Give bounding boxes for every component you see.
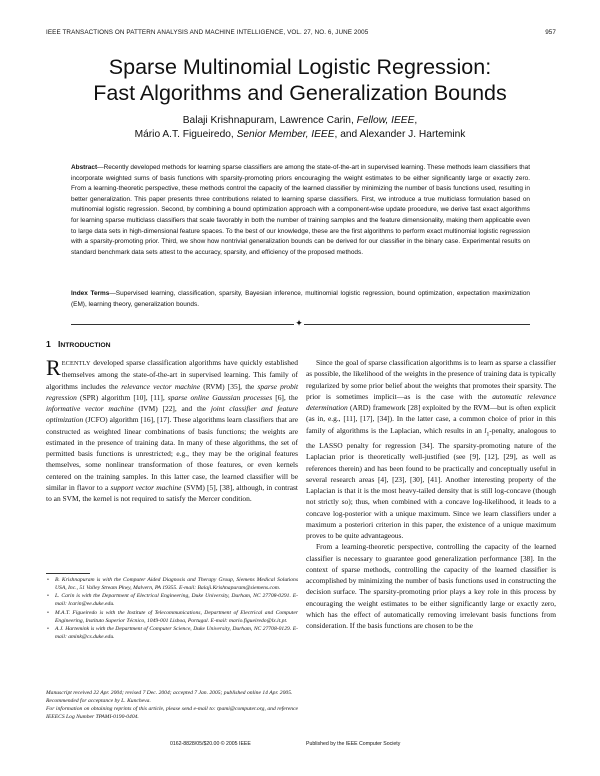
drop-cap: R <box>46 355 61 380</box>
section-heading: 1 INTRODUCTION <box>46 339 111 349</box>
publisher-line: Published by the IEEE Computer Society <box>306 741 401 747</box>
paragraph: RECENTLY developed sparse classification algorithms have quickly established themselves among the state-of-the-art in supervised learning. This family of algorithms includes the relevance vector machine (RVM) [35], the sparse probit regression (SPR) algorithm [10], [11], sparse online Gaussian processes [6], the informative vector machine (IVM) [22], and the joint classifier and feature optimization (JCFO) algorithm [16], [17]. These algorithms learn classifiers that are constructed as weighted linear combinations of basis functions; the weights are estimated in the presence of training data. In many of these algorithms, the set of permitted basis functions is unrestricted; e.g., they may be the original features themselves, some nonlinear transformation of those features, or even kernels centered on the training samples. In this latter case, the learned classifier will be similar in flavor to a support vector machine (SVM) [5], [38], although, in contrast to an SVM, the kernel is not required to satisfy the Mercer condition. <box>46 355 299 503</box>
paper-title <box>0 54 600 106</box>
footnote-item: • L. Carin is with the Department of Electrical Engineering, Duke University, Durham, NC 27708-0291. E-mail: lcarin@ee.duke.edu. <box>47 593 298 608</box>
title-line-1: Sparse Multinomial Logistic Regression: <box>108 55 492 79</box>
copyright-line: 0162-8828/05/$20.00 © 2005 IEEE <box>170 741 251 747</box>
manuscript-editor: Recommended for acceptance by L. Kuncheva. <box>46 698 151 705</box>
index-terms <box>71 289 530 310</box>
footnote-rule <box>46 573 90 574</box>
bullet-icon: • <box>47 593 49 600</box>
abstract <box>71 163 530 258</box>
manuscript-dates: Manuscript received 22 Apr. 2004; revised 7 Dec. 2004; accepted 7 Jan. 2005; published online 14 Apr. 2005. <box>46 690 293 696</box>
bullet-icon: • <box>47 625 49 632</box>
footnote-item: • A.J. Hartemink is with the Department of Computer Science, Duke University, Durham, NC 27708-0129. E-mail: amink@cs.duke.edu. <box>47 625 298 641</box>
section-number: 1 <box>46 339 51 349</box>
right-column-body <box>306 357 556 631</box>
divider-diamond-icon: ✦ <box>295 319 303 329</box>
title-line-2: Fast Algorithms and Generalization Bounds <box>93 81 507 105</box>
abstract-label: Abstract <box>71 164 98 171</box>
manuscript-reprints: For information on obtaining reprints of this article, please send e-mail to: tpami@computer.org, and reference IEEECS Log Number TPAMI-0190-0404. <box>46 706 298 721</box>
index-terms-text: —Supervised learning, classification, sparsity, Bayesian inference, multinomial logistic regression, bound optimization, expectation maximization (EM), learning theory, generalization bounds. <box>71 290 530 308</box>
left-column-body <box>46 357 298 504</box>
running-header <box>46 29 556 36</box>
bullet-icon: • <box>47 577 49 583</box>
footnote-item: • M.A.T. Figueiredo is with the Institute of Telecommunications, Department of Electrical and Computer Engineering, Instituto Superior Técnico, 1049-001 Lisboa, Portugal. E-mail: mario.figueiredo@lx.it.pt. <box>47 609 298 624</box>
author-list <box>0 114 600 142</box>
paragraph: Since the goal of sparse classification algorithms is to learn as sparse a classifier as possible, the likelihood of the weights in the presence of training data is typically regularized by some prior belief about the weights that promotes their sparsity. The prior is sometimes implicit—as is the case with the automatic relevance determination (ARD) framework [28] exploited by the RVM—but is often explicit (as in, e.g., [11], [17], [34]). In the latter case, a common choice of prior in this family of algorithms is the Laplacian, which results in an $l_1$-penalty, analogous to the LASSO penalty for regression [34]. The sparsity-promoting nature of the Laplacian prior is theoretically well-justified (see [9], [12], [29], as well as references therein) and has been found to be practically and conceptually useful in several research areas [4], [23], [30], [41]. Another interesting property of the Laplacian is that it is the most heavy-tailed density that is still log-concave (though not strictly so); thus, when combined with a concave log-likelihood, it leads to a concave log-posterior with a unique maximum. Since we learn classifiers under a maximum a posteriori criterion in this paper, the existence of a unique maximum proves to be quite advantageous. <box>306 358 557 541</box>
paragraph: From a learning-theoretic perspective, controlling the capacity of the learned classifier is necessary to guarantee good generalization performance [38]. In the context of sparse methods, controlling the capacity of the learned classifier is accomplished by minimizing the number of basis functions used in constructing the decision surface. The sparsity-promoting prior plays a key role in this process by encouraging the weight estimates to be either significantly large or exactly zero, which has the effect of automatically removing irrelevant basis functions from consideration. If the basis functions are chosen to be the <box>306 542 556 631</box>
manuscript-info <box>46 689 298 722</box>
footnote-item: • B. Krishnapuram is with the Computer Aided Diagnosis and Therapy Group, Siemens Medical Solutions USA, Inc., 51 Valley Stream Pkwy, Malvern, PA 19355. E-mail: Balaji.Krishnapuram@siemens.com. <box>47 577 298 592</box>
page-number: 957 <box>545 29 556 36</box>
authors-line-1: Balaji Krishnapuram, Lawrence Carin, Fellow, IEEE, <box>182 115 418 126</box>
authors-line-2: Mário A.T. Figueiredo, Senior Member, IEEE, and Alexander J. Hartemink <box>134 129 466 140</box>
abstract-text: —Recently developed methods for learning sparse classifiers are among the state-of-the-art in supervised learning. These methods learn classifiers that incorporate weighted sums of basis functions with sparsity-promoting priors encouraging the weight estimates to be either significantly large or exactly zero. From a learning-theoretic perspective, these methods control the capacity of the learned classifier by minimizing the number of basis functions used, resulting in better generalization. This paper presents three contributions related to learning sparse classifiers. First, we introduce a true multiclass formulation based on multinomial logistic regression. Second, by combining a bound optimization approach with a component-wise update procedure, we derive fast exact algorithms for learning sparse multiclass classifiers that scale favorably in both the number of training samples and the feature dimensionality, making them applicable even to large data sets in high-dimensional feature spaces. To the best of our knowledge, these are the first algorithms to perform exact multinomial logistic regression with a sparsity-promoting prior. Third, we show how nontrivial generalization bounds can be derived for our classifier in the binary case. Experimental results on standard benchmark data sets attest to the accuracy, sparsity, and efficiency of the proposed methods. <box>71 164 530 256</box>
journal-header: IEEE TRANSACTIONS ON PATTERN ANALYSIS AND MACHINE INTELLIGENCE, VOL. 27, NO. 6, JUNE 2005 <box>46 29 369 36</box>
affiliation-footnotes <box>47 576 298 641</box>
index-terms-label: Index Terms <box>71 290 110 297</box>
bullet-icon: • <box>47 609 49 616</box>
